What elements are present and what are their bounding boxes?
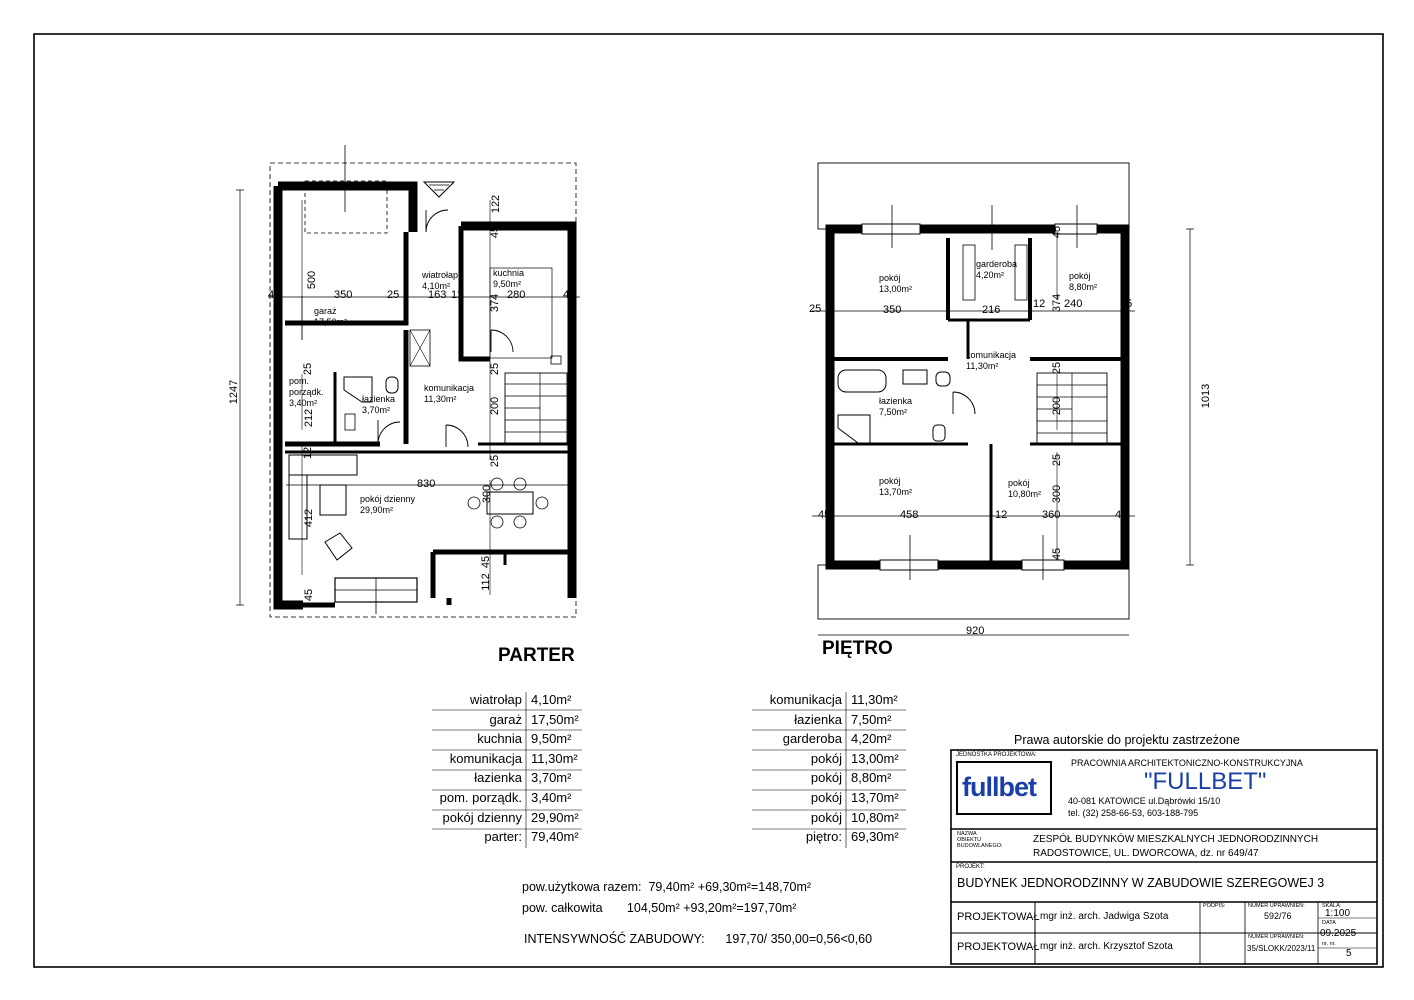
cell-value: 10,80m² (851, 809, 899, 825)
scale-value: 1:100 (1325, 908, 1351, 919)
room-area: 10,80m² (1008, 489, 1042, 499)
cell-value: 11,30m² (851, 692, 898, 707)
sign-label: PODPIS: (1203, 903, 1226, 909)
dim-label: 412 (303, 508, 316, 528)
room-name: pokój (1008, 478, 1030, 488)
room-area: 11,30m² (424, 394, 457, 404)
room-komunikacja-pietro (966, 350, 1016, 372)
dim-label: 25 (1120, 298, 1133, 310)
cell-value: 69,30m² (851, 829, 899, 845)
room-komunikacja (424, 383, 474, 405)
room-area: 4,10m² (422, 281, 451, 291)
object-label-1: NAZWA (957, 831, 977, 837)
room-name: garaż (314, 306, 337, 316)
cell-name: pokój (810, 770, 842, 786)
cell-name: garaż (489, 711, 522, 727)
cell-value: 11,30m² (531, 750, 578, 766)
dim-label: 163 (428, 289, 447, 301)
pietro-plan (812, 163, 1194, 635)
dim-label: 212 (303, 408, 316, 428)
cell-value: 9,50m² (531, 731, 572, 747)
cell-value: 29,90m² (531, 809, 579, 825)
dim-label: 45 (268, 289, 281, 301)
room-pokoj-2 (1069, 271, 1097, 293)
cell-value: 3,70m² (531, 770, 572, 786)
room-area: 4,20m² (976, 270, 1005, 280)
dim-label: 216 (982, 304, 1001, 316)
dim-label: 500 (306, 270, 319, 290)
perm-label-2: NUMER UPRAWNIEŃ: (1248, 934, 1305, 940)
designer-2: mgr inż. arch. Krzysztof Szota (1040, 941, 1173, 952)
cell-name: garderoba (782, 731, 842, 747)
total-area-value: 104,50m² +93,20m²=197,70m² (626, 901, 797, 915)
cell-value: 7,50m² (851, 711, 892, 727)
cell-value: 13,00m² (851, 750, 899, 766)
dim-label: 25 (302, 362, 315, 376)
room-name: pokój (1069, 271, 1091, 281)
cell-name: pokój dzienny (442, 809, 522, 825)
dim-label: 1247 (228, 379, 241, 405)
dim-label: 45 (1051, 225, 1064, 239)
room-name: wiatrołap (422, 270, 459, 280)
dim-label: 12 (1033, 298, 1046, 310)
cell-name: kuchnia (477, 731, 522, 747)
dim-label: 45 (489, 225, 502, 239)
dim-label: 920 (966, 625, 985, 637)
cell-name: komunikacja (449, 750, 522, 766)
dim-label: 374 (1051, 293, 1064, 313)
dim-label: 25 (387, 289, 400, 301)
room-name: pokój (879, 476, 901, 486)
dim-label: 112 (479, 573, 492, 591)
room-name: pokój (879, 273, 901, 283)
room-area: 29,90m² (360, 505, 394, 515)
room-name-2: porządk. (289, 387, 324, 397)
room-garderoba (976, 259, 1017, 281)
intensity-label: INTENSYWNOŚĆ ZABUDOWY: (524, 932, 705, 946)
dim-label: 240 (1064, 298, 1083, 310)
dim-label: 200 (1051, 396, 1064, 416)
room-area: 7,50m² (879, 407, 908, 417)
object-line-1: ZESPÓŁ BUDYNKÓW MIESZKALNYCH JEDNORODZINNYCH (1033, 834, 1319, 845)
dim-label: 1013 (1200, 383, 1213, 409)
room-garaz (314, 306, 347, 328)
room-area: 17,50m² (314, 317, 348, 327)
role-2: PROJEKTOWAŁ (957, 941, 1040, 953)
intensity-value: 197,70/ 350,00=0,56<0,60 (725, 932, 873, 946)
dim-label: 25 (809, 303, 822, 315)
sheet-frame (34, 34, 1383, 967)
dim-label: 458 (900, 509, 919, 521)
intensity-row (524, 932, 872, 946)
room-area: 8,80m² (1069, 282, 1098, 292)
perm-label-1: NUMER UPRAWNIEŃ: (1248, 903, 1305, 909)
room-area: 3,40m² (289, 398, 318, 408)
dim-label: 25 (489, 454, 502, 468)
dim-label: 45 (303, 588, 316, 602)
room-area: 13,70m² (879, 487, 913, 497)
cell-name: komunikacja (769, 692, 842, 707)
role-1: PROJEKTOWAŁ (957, 911, 1040, 923)
dim-label: 200 (489, 396, 502, 416)
room-kuchnia (493, 268, 524, 290)
dim-label: 350 (334, 289, 353, 301)
dim-label: 374 (489, 293, 502, 313)
dim-label: 12 (995, 509, 1008, 521)
room-pokoj-1 (879, 273, 912, 295)
object-label (957, 831, 1003, 849)
usable-area-value: 79,40m² +69,30m²=148,70m² (648, 880, 812, 894)
room-area: 3,70m² (362, 405, 391, 415)
firm-name: "FULLBET" (1144, 768, 1267, 795)
cell-value: 8,80m² (851, 770, 892, 786)
dim-label: 25 (1051, 453, 1064, 467)
room-lazienka-pietro (879, 396, 912, 418)
usable-area-label: pow.użytkowa razem: (522, 880, 642, 894)
dim-label: 12 (302, 446, 315, 460)
dim-label: 300 (1051, 484, 1064, 504)
room-area: 11,30m² (966, 361, 999, 371)
dim-label: 45 (480, 555, 493, 569)
cell-value: 4,20m² (851, 731, 892, 747)
cell-name: pom. porządk. (439, 789, 522, 805)
room-name: łazienka (362, 394, 396, 404)
parter-title: PARTER (498, 645, 575, 666)
cell-value: 3,40m² (531, 789, 572, 805)
designer-1: mgr inż. arch. Jadwiga Szota (1040, 911, 1169, 922)
cell-name: pokój (810, 750, 842, 766)
fullbet-logo: fullbet (962, 772, 1036, 802)
dim-label: 12 (451, 289, 464, 301)
dim-label: 350 (883, 304, 902, 316)
cell-value: 4,10m² (531, 692, 572, 707)
dim-label: 25 (489, 362, 502, 376)
room-name: pom. (289, 376, 310, 386)
cell-value: 79,40m² (531, 829, 579, 845)
object-line-2: RADOSTOWICE, UL. DWORCOWA, dz. nr 649/47 (1033, 848, 1259, 859)
usable-area-row (522, 880, 811, 894)
room-pokoj-4 (1008, 478, 1041, 500)
dim-label: 830 (417, 478, 436, 490)
project-name: BUDYNEK JEDNORODZINNY W ZABUDOWIE SZEREGOWEJ 3 (957, 876, 1325, 890)
room-name: garderoba (976, 259, 1018, 269)
dim-label: 45 (1115, 509, 1128, 521)
room-name: pokój dzienny (360, 494, 416, 504)
dim-label: 360 (1042, 509, 1061, 521)
object-label-2: OBIEKTU (957, 837, 982, 843)
cell-name: pokój (810, 809, 842, 825)
room-lazienka (362, 394, 395, 416)
object-label-3: BUDOWLANEGO: (957, 843, 1003, 849)
dim-label: 25 (1051, 361, 1064, 375)
room-area: 9,50m² (493, 279, 522, 289)
copyright-note: Prawa autorskie do projektu zastrzeżone (1014, 733, 1240, 747)
room-name: komunikacja (966, 350, 1017, 360)
dim-label: 45 (1051, 547, 1064, 561)
dim-label: 122 (490, 194, 503, 214)
dim-label: 300 (481, 484, 494, 504)
dim-label: 45 (818, 509, 831, 521)
project-label: PROJEKT: (956, 864, 985, 870)
pietro-title: PIĘTRO (822, 638, 893, 659)
room-pokoj-dzienny (360, 494, 415, 516)
firm-phone: tel. (32) 258-66-53, 603-188-795 (1068, 808, 1199, 818)
cell-name: wiatrołap (469, 692, 522, 707)
room-name: kuchnia (493, 268, 525, 278)
room-pokoj-3 (879, 476, 912, 498)
room-name: łazienka (879, 396, 913, 406)
sheet-value: 5 (1346, 948, 1352, 959)
total-area-row (522, 901, 796, 915)
firm-line: PRACOWNIA ARCHITEKTONICZNO-KONSTRUKCYJNA (1071, 758, 1303, 768)
sheet-label: nr. nr. (1322, 941, 1336, 947)
date-value: 09.2025 (1320, 928, 1357, 939)
cell-value: 13,70m² (851, 789, 899, 805)
dim-label: 45 (563, 289, 576, 301)
total-area-label: pow. całkowita (522, 901, 603, 915)
parter-plan (236, 145, 580, 617)
cell-name: parter: (484, 829, 522, 845)
room-name: komunikacja (424, 383, 475, 393)
cell-name: piętro: (805, 829, 842, 845)
perm-value-1: 592/76 (1264, 911, 1292, 921)
scale-label: SKALA: (1322, 903, 1342, 909)
firm-address: 40-081 KATOWICE ul.Dąbrówki 15/10 (1068, 796, 1221, 806)
perm-value-2: 35/SLOKK/2023/11 (1247, 944, 1316, 953)
cell-name: pokój (810, 789, 842, 805)
cell-name: łazienka (794, 711, 842, 727)
date-label: DATA (1322, 920, 1336, 926)
cell-name: łazienka (474, 770, 522, 786)
dim-label: 280 (507, 289, 526, 301)
cell-value: 17,50m² (531, 711, 579, 727)
room-area: 13,00m² (879, 284, 913, 294)
room-pom (289, 376, 324, 409)
unit-label: JEDNOSTKA PROJEKTOWA: (956, 752, 1037, 758)
